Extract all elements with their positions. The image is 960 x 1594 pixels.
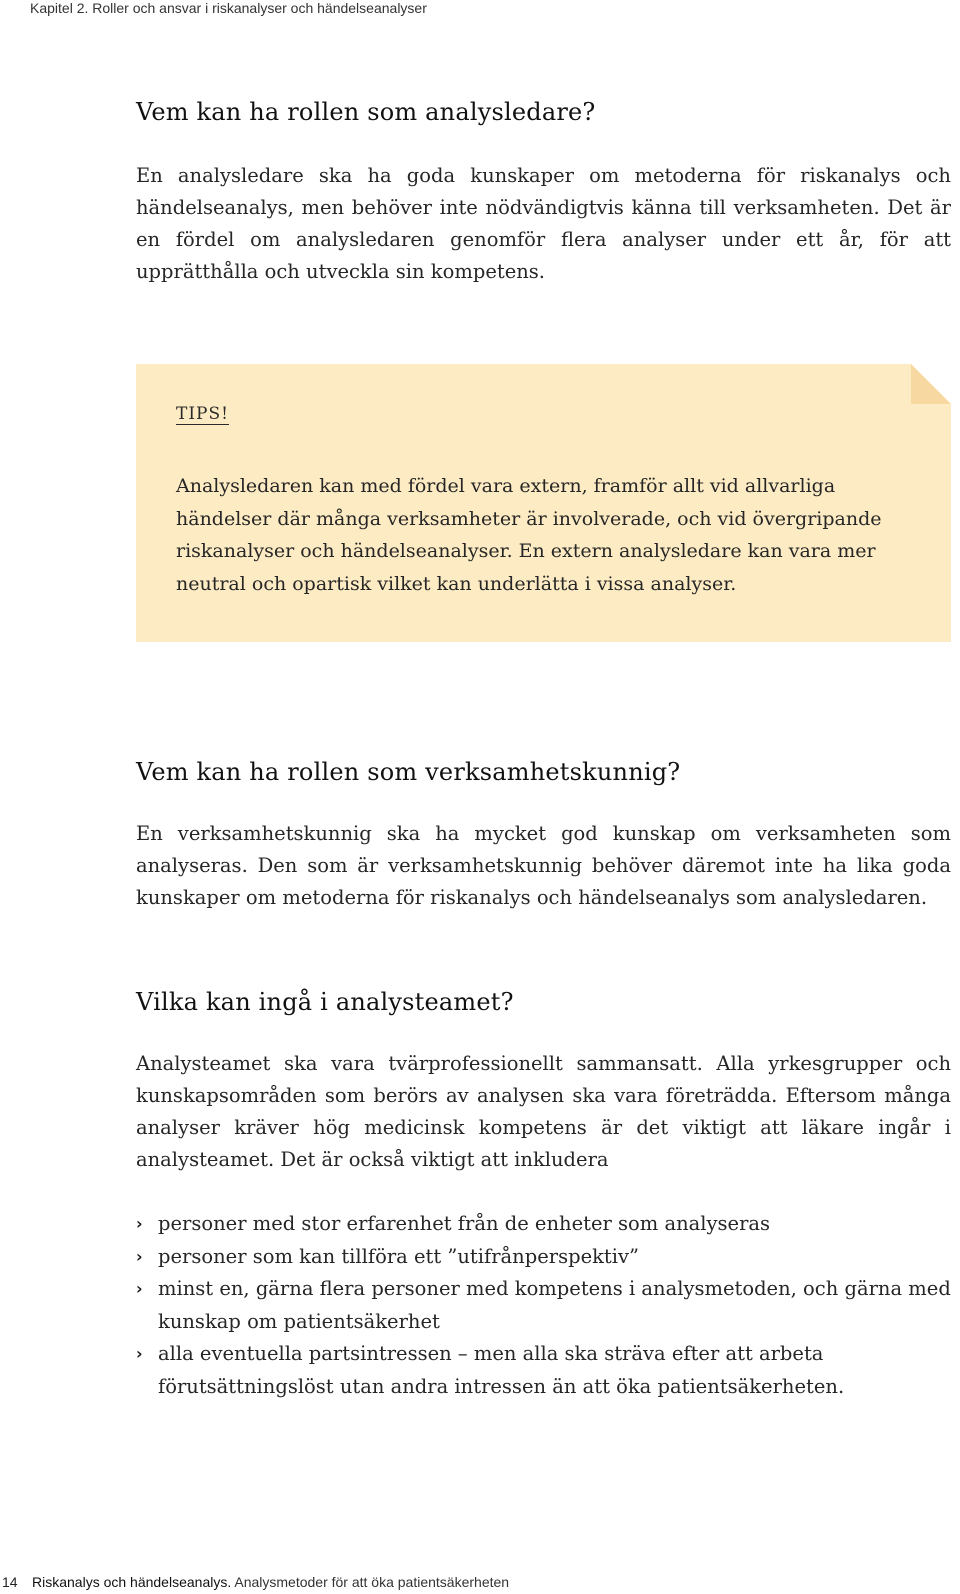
tips-box (136, 364, 951, 642)
paragraph-analysteam-wrap (136, 1048, 951, 1176)
section-verksamhetskunnig (136, 758, 951, 786)
page-number: 14 (2, 1574, 18, 1590)
heading-analysteam: Vilka kan ingå i analysteamet? (136, 988, 514, 1016)
running-header: Kapitel 2. Roller och ansvar i riskanalyser och händelseanalyser (30, 0, 427, 16)
tips-label: TIPS! (176, 404, 229, 424)
chevron-right-icon: › (136, 1279, 143, 1298)
heading-analysledare: Vem kan ha rollen som analysledare? (136, 98, 596, 126)
chevron-right-icon: › (136, 1214, 143, 1233)
paragraph-analysledare-wrap (136, 160, 951, 288)
paragraph-verksamhetskunnig: En verksamhetskunnig ska ha mycket god kunskap om verksamheten som analyseras. Den som är verksamhetskunnig behöver däremot inte ha lika goda kunskaper om metoderna för riskanalys och händelseanalys som analysledaren. (136, 822, 951, 909)
list-item (136, 1273, 953, 1338)
bullet-list (136, 1208, 951, 1403)
bullet-list-wrap (136, 1208, 951, 1403)
section-analysteam (136, 988, 951, 1016)
list-item (136, 1338, 953, 1403)
list-item (136, 1208, 953, 1241)
chevron-right-icon: › (136, 1246, 143, 1266)
heading-verksamhetskunnig: Vem kan ha rollen som verksamhetskunnig? (136, 758, 681, 786)
book-subtitle: Analysmetoder för att öka patientsäkerheten (234, 1574, 510, 1590)
book-title: Riskanalys och händelseanalys. (32, 1574, 232, 1590)
paragraph-verksamhetskunnig-wrap (136, 818, 951, 914)
list-item (136, 1241, 953, 1274)
tips-text: Analysledaren kan med fördel vara extern, framför allt vid allvarliga händelser där många verksamheter är involverade, och vid övergripande riskanalyser och händelseanalyser. En extern analysledare kan vara mer neutral och opartisk vilket kan underlätta i vissa analyser. (176, 475, 882, 595)
page-footer (0, 1574, 509, 1590)
list-item-text: alla eventuella partsintressen – men alla ska sträva efter att arbeta förutsättningslöst utan andra intressen än att öka patientsäkerheten. (158, 1342, 845, 1398)
paragraph-analysledare: En analysledare ska ha goda kunskaper om metoderna för riskanalys och händelseanalys, men behöver inte nödvändigtvis känna till verksamheten. Det är en fördel om analysledaren genomför flera analyser under ett år, för att upprätthålla och utveckla sin kompetens. (136, 164, 951, 283)
section-analysledare (136, 98, 951, 126)
list-item-text: personer som kan tillföra ett ”utifrånperspektiv” (158, 1244, 639, 1268)
folded-corner-flap (911, 364, 951, 404)
list-item-text: minst en, gärna flera personer med kompetens i analysmetoden, och gärna med kunskap om patientsäkerhet (158, 1277, 951, 1333)
paragraph-analysteam: Analysteamet ska vara tvärprofessionellt sammansatt. Alla yrkesgrupper och kunskapsområden som berörs av analysen ska vara företrädda. Eftersom många analyser kräver hög medicinsk kompetens är det viktigt att läkare ingår i analysteamet. Det är också viktigt att inkludera (136, 1052, 951, 1171)
chevron-right-icon: › (136, 1344, 143, 1363)
list-item-text: personer med stor erfarenhet från de enheter som analyseras (158, 1212, 771, 1235)
